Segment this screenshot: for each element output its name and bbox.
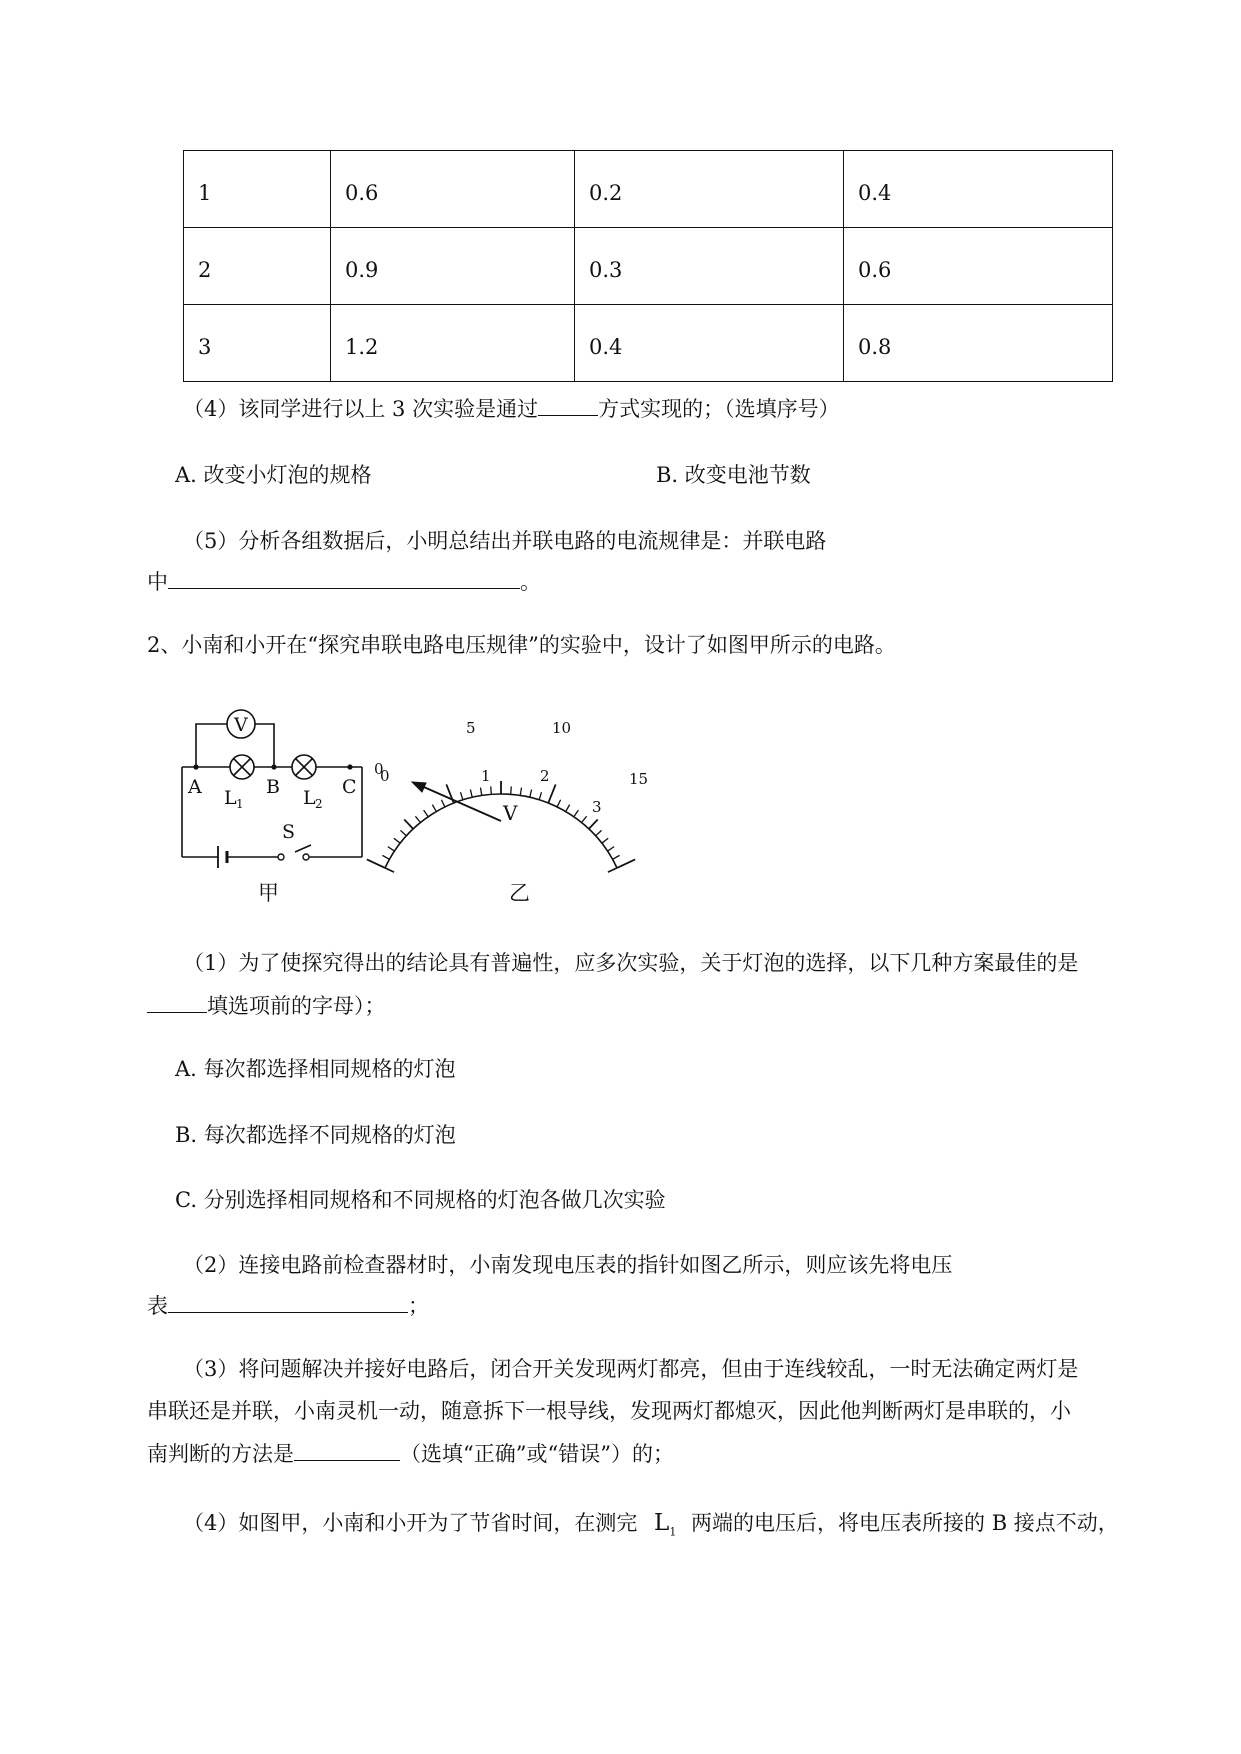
q2-part4-pre: （4）如图甲，小南和小开为了节省时间，在测完 bbox=[183, 1511, 638, 1535]
dial-tick bbox=[388, 847, 395, 851]
inner-scale-label: 3 bbox=[592, 798, 602, 816]
dial-tick bbox=[432, 805, 436, 812]
dial-tick bbox=[530, 789, 532, 797]
q1-part5-post: 。 bbox=[520, 570, 541, 594]
q2-part3-line1: （3）将问题解决并接好电路后，闭合开关发现两灯都亮，但由于连线较乱，一时无法确定两灯是 bbox=[183, 1357, 1079, 1381]
dial-tick bbox=[548, 784, 555, 803]
table-cell: 0.6 bbox=[331, 151, 575, 228]
q2-part1-line2 bbox=[147, 990, 386, 1021]
answer-blank[interactable] bbox=[168, 1290, 408, 1313]
q1-part4-post: 方式实现的；（选填序号） bbox=[598, 397, 840, 421]
q1-option-b: B. 改变电池节数 bbox=[656, 463, 811, 487]
q2-part3-post: （选填“正确”或“错误”）的； bbox=[400, 1442, 674, 1466]
figure-yi-caption: 乙 bbox=[509, 881, 530, 905]
dial-tick bbox=[617, 859, 635, 867]
q2-part3-line2: 串联还是并联，小南灵机一动，随意拆下一根导线，发现两灯都熄灭，因此他判断两灯是串联的，小 bbox=[147, 1399, 1071, 1423]
point-c-label: C bbox=[342, 776, 357, 798]
dial-end-stroke bbox=[608, 868, 617, 872]
circuit-diagram bbox=[170, 700, 380, 910]
dial-tick bbox=[602, 838, 608, 843]
dial-tick bbox=[382, 855, 389, 859]
q1-part4 bbox=[183, 393, 840, 424]
dial-tick bbox=[481, 788, 482, 796]
q2-part3-line3 bbox=[147, 1438, 674, 1469]
inner-scale-label: 2 bbox=[540, 767, 550, 785]
lamp-l2-subscript: 2 bbox=[315, 797, 323, 811]
dial-tick bbox=[557, 800, 561, 807]
table-cell: 0.4 bbox=[575, 305, 844, 382]
dial-tick bbox=[415, 816, 420, 822]
q2-part1-line1: （1）为了使探究得出的结论具有普遍性，应多次实验，关于灯泡的选择，以下几种方案最佳的是 bbox=[183, 951, 1079, 975]
lamp-l2-label: L bbox=[303, 787, 316, 809]
q2-option-c: C. 分别选择相同规格和不同规格的灯泡各做几次实验 bbox=[175, 1188, 666, 1212]
outer-scale-label: 15 bbox=[629, 770, 649, 788]
dial-tick bbox=[566, 805, 570, 812]
dial-tick bbox=[491, 786, 492, 794]
q2-part2-pre: 表 bbox=[147, 1294, 168, 1318]
dial-tick bbox=[404, 819, 413, 828]
lamp-l1-label: L bbox=[224, 787, 237, 809]
table-cell: 0.6 bbox=[844, 228, 1113, 305]
q2-part1-post: 填选项前的字母）； bbox=[207, 994, 386, 1018]
q2-part2-post: ； bbox=[408, 1294, 429, 1318]
dial-tick bbox=[608, 847, 615, 851]
table-cell: 0.4 bbox=[844, 151, 1113, 228]
q1-option-a: A. 改变小灯泡的规格 bbox=[175, 463, 372, 487]
dial-tick bbox=[511, 786, 512, 794]
outer-scale-label: 5 bbox=[466, 719, 476, 737]
q2-part4 bbox=[183, 1508, 1119, 1548]
dial-tick bbox=[582, 816, 587, 822]
dial-tick bbox=[400, 830, 406, 835]
table-cell: 1 bbox=[184, 151, 331, 228]
dial-tick bbox=[539, 792, 541, 800]
q1-part5-line2 bbox=[147, 566, 541, 597]
dial-tick bbox=[613, 855, 620, 859]
data-table bbox=[183, 150, 1113, 382]
pointer-arrowhead bbox=[412, 782, 426, 792]
inner-scale-label: 1 bbox=[481, 767, 491, 785]
table-cell: 0.9 bbox=[331, 228, 575, 305]
q2-part4-post: 两端的电压后，将电压表所接的 B 接点不动， bbox=[691, 1511, 1119, 1535]
point-a-label: A bbox=[188, 776, 202, 798]
dial-tick bbox=[589, 819, 598, 828]
dial-tick bbox=[460, 792, 462, 800]
q2-part3-pre: 南判断的方法是 bbox=[147, 1442, 294, 1466]
dial-tick bbox=[470, 789, 472, 797]
table-row bbox=[184, 151, 1113, 228]
figure-jia-caption: 甲 bbox=[258, 881, 279, 905]
q2-option-a: A. 每次都选择相同规格的灯泡 bbox=[175, 1057, 456, 1081]
table-row bbox=[184, 228, 1113, 305]
dial-tick bbox=[424, 810, 429, 817]
answer-blank[interactable] bbox=[147, 990, 207, 1013]
l1-symbol: $L_1$ bbox=[654, 1510, 677, 1539]
table-cell: 3 bbox=[184, 305, 331, 382]
q1-part5-pre: 中 bbox=[147, 570, 168, 594]
q2-part2-line2 bbox=[147, 1290, 429, 1321]
dial-tick bbox=[574, 810, 579, 817]
q2-part2-line1: （2）连接电路前检查器材时，小南发现电压表的指针如图乙所示，则应该先将电压 bbox=[183, 1253, 953, 1277]
dial-tick bbox=[441, 800, 445, 807]
dial-tick bbox=[520, 788, 521, 796]
q2-stem: 2、小南和小开在“探究串联电路电压规律”的实验中，设计了如图甲所示的电路。 bbox=[147, 633, 896, 657]
dial-end-stroke bbox=[385, 868, 394, 872]
table-cell: 0.8 bbox=[844, 305, 1113, 382]
dial-tick bbox=[394, 838, 400, 843]
table-cell: 1.2 bbox=[331, 305, 575, 382]
q1-part5-line1: （5）分析各组数据后，小明总结出并联电路的电流规律是：并联电路 bbox=[183, 529, 827, 553]
lamp-l1-subscript: 1 bbox=[236, 797, 244, 811]
table-cell: 0.3 bbox=[575, 228, 844, 305]
outer-scale-label: 0 bbox=[374, 760, 384, 778]
answer-blank[interactable] bbox=[294, 1438, 400, 1461]
voltmeter-dial bbox=[374, 700, 680, 910]
voltmeter-unit-symbol: V bbox=[503, 801, 518, 825]
inner-scale-label: 0 bbox=[380, 767, 390, 785]
table-cell: 2 bbox=[184, 228, 331, 305]
dial-arc bbox=[385, 794, 617, 868]
table-row bbox=[184, 305, 1113, 382]
answer-blank[interactable] bbox=[538, 393, 598, 416]
q2-option-b: B. 每次都选择不同规格的灯泡 bbox=[175, 1123, 456, 1147]
answer-blank[interactable] bbox=[168, 566, 520, 589]
outer-scale-label: 10 bbox=[552, 719, 572, 737]
point-b-label: B bbox=[266, 776, 280, 798]
switch-label: S bbox=[282, 821, 296, 843]
dial-tick bbox=[596, 830, 602, 835]
voltmeter-label: V bbox=[234, 714, 248, 736]
q1-part4-pre: （4）该同学进行以上 3 次实验是通过 bbox=[183, 397, 539, 421]
table-cell: 0.2 bbox=[575, 151, 844, 228]
